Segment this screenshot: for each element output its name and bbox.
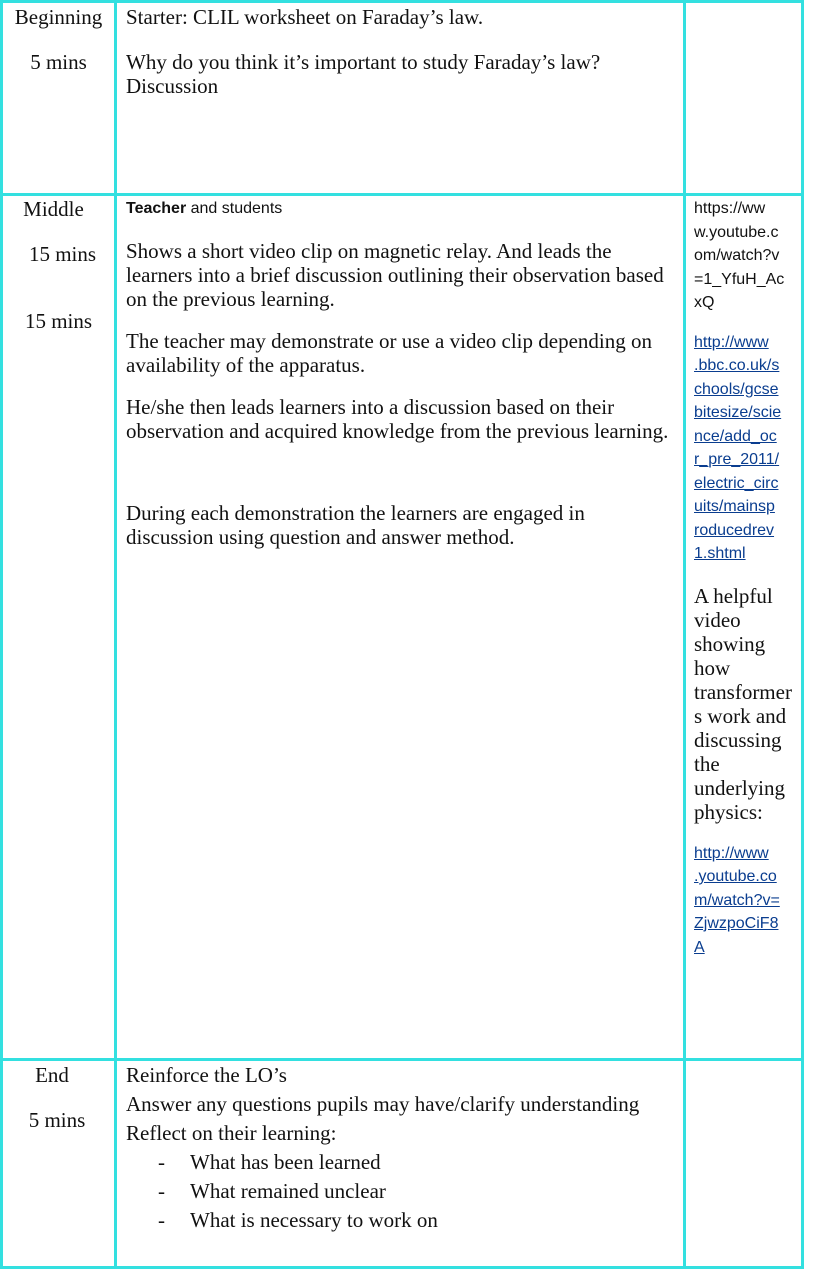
stage-label: Beginning (14, 5, 103, 29)
stage-label: Middle (23, 197, 84, 221)
description-line: physics: (694, 799, 763, 824)
resources-cell-middle (694, 197, 800, 959)
link-line[interactable]: electric_circ (694, 474, 779, 492)
paragraph-line: He/she then leads learners into a discussion based on their (126, 394, 615, 419)
resource-line: xQ (694, 294, 715, 311)
paragraph-line: discussion using question and answer method. (126, 524, 515, 549)
resource-line: w.youtube.c (694, 223, 779, 241)
duration-label: 15 mins (24, 309, 93, 333)
list-item-text: What is necessary to work on (190, 1208, 438, 1232)
paragraph-line: learners into a brief discussion outlining their observation based (126, 262, 664, 287)
activity-cell-beginning (126, 5, 681, 98)
list-item (126, 1208, 681, 1237)
list-item-text: What remained unclear (190, 1179, 386, 1203)
starter-text: Starter: CLIL worksheet on Faraday’s law. (126, 5, 484, 29)
description-line: A helpful (694, 583, 773, 608)
stage-cell-middle (3, 197, 104, 333)
duration-label: 5 mins (28, 1108, 86, 1132)
column-divider-1 (114, 0, 117, 1269)
resource-link-bbc[interactable] (694, 331, 800, 566)
end-line: Reflect on their learning: (126, 1121, 337, 1145)
link-line[interactable]: ZjwzpoCiF8 (694, 915, 779, 932)
paragraph-video (126, 239, 681, 311)
resource-line: https://ww (694, 200, 766, 217)
dash-bullet: - (158, 1150, 165, 1174)
description-line: video (694, 607, 741, 632)
description-line: showing (694, 631, 766, 656)
end-line: Reinforce the LO’s (126, 1063, 287, 1087)
description-line: transformer (694, 679, 792, 704)
question-line: Discussion (126, 74, 219, 98)
link-line[interactable]: http://www (694, 333, 769, 351)
description-line: underlying (694, 775, 785, 800)
link-line[interactable]: http://www (694, 844, 769, 862)
link-line[interactable]: A (694, 938, 705, 956)
paragraph-line: The teacher may demonstrate or use a video clip depending on (126, 328, 652, 353)
link-line[interactable]: r_pre_2011/ (694, 451, 780, 468)
dash-bullet: - (158, 1208, 165, 1232)
paragraph-question-answer (126, 501, 681, 549)
description-line: discussing (694, 727, 782, 752)
link-line[interactable]: uits/mainsp (694, 498, 775, 515)
link-line[interactable]: chools/gcse (694, 380, 779, 398)
description-line: how (694, 655, 731, 680)
list-item-text: What has been learned (190, 1150, 381, 1174)
description-line: the (694, 751, 720, 776)
resource-line: om/watch?v (694, 247, 780, 264)
dash-bullet: - (158, 1179, 165, 1203)
activity-cell-middle (126, 197, 681, 549)
table-border-right (801, 0, 804, 1269)
list-item (126, 1150, 681, 1179)
heading-rest: and students (186, 200, 283, 217)
activity-cell-end (126, 1063, 681, 1237)
resource-url-youtube-1 (694, 197, 800, 315)
paragraph-line: Shows a short video clip on magnetic relay. And leads the (126, 238, 612, 263)
link-line[interactable]: bitesize/scie (694, 404, 782, 421)
paragraph-line: availability of the apparatus. (126, 352, 366, 377)
link-line[interactable]: nce/add_oc (694, 427, 777, 445)
description-line: s work and (694, 703, 787, 728)
activity-heading (126, 197, 681, 221)
resource-link-youtube-2[interactable] (694, 842, 800, 960)
end-line: Answer any questions pupils may have/clarify understanding (126, 1092, 640, 1116)
column-divider-2 (683, 0, 686, 1269)
resource-line: =1_YfuH_Ac (694, 270, 785, 288)
link-line[interactable]: 1.shtml (694, 545, 746, 562)
paragraph-line: observation and acquired knowledge from the previous learning. (126, 418, 669, 443)
duration-label: 5 mins (30, 50, 87, 74)
stage-cell-beginning (3, 5, 114, 74)
paragraph-line: on the previous learning. (126, 286, 335, 311)
list-item (126, 1179, 681, 1208)
resource-description (694, 584, 800, 824)
stage-cell-end (3, 1063, 101, 1132)
question-line: Why do you think it’s important to study Faraday’s law? (126, 50, 601, 74)
paragraph-demonstrate (126, 329, 681, 377)
question-text (126, 50, 681, 98)
stage-label: End (35, 1063, 69, 1087)
duration-label: 15 mins (28, 242, 97, 266)
link-line[interactable]: m/watch?v= (694, 891, 780, 909)
link-line[interactable]: .youtube.co (694, 868, 777, 885)
paragraph-discussion (126, 395, 681, 443)
link-line[interactable]: .bbc.co.uk/s (694, 357, 780, 374)
heading-bold: Teacher (126, 200, 187, 217)
link-line[interactable]: roducedrev (694, 521, 775, 539)
paragraph-line: During each demonstration the learners are engaged in (126, 500, 585, 525)
